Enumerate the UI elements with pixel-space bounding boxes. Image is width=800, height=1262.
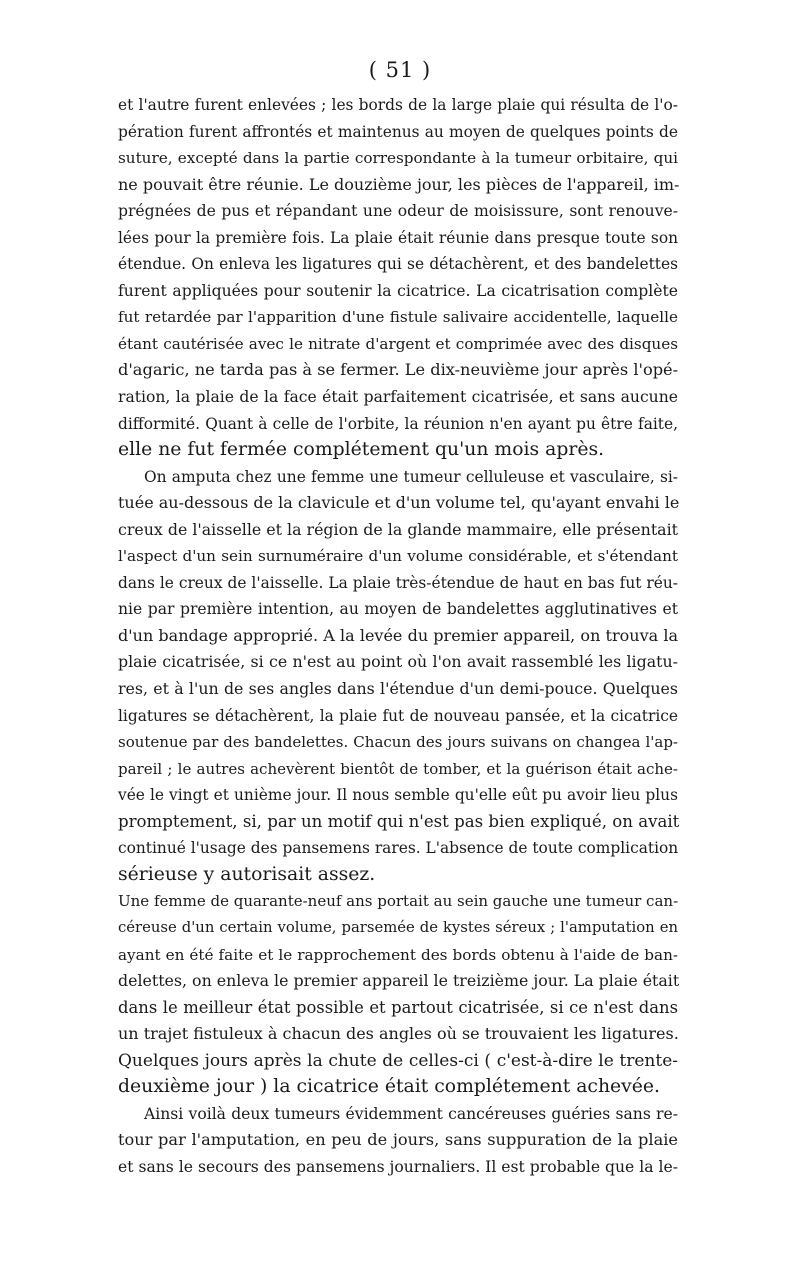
text-line: sérieuse y autorisait assez.: [118, 863, 376, 885]
text-line: fut retardée par l'apparition d'une fistule salivaire accidentelle, laquelle: [118, 308, 678, 327]
text-line: et l'autre furent enlevées ; les bords de la large plaie qui résulta de l'o-: [118, 96, 678, 114]
text-line: ayant en été faite et le rapprochement des bords obtenu à l'aide de ban-: [118, 945, 678, 964]
text-line: pareil ; le autres achevèrent bientôt de tomber, et la guérison était ache-: [118, 759, 678, 778]
text-line: ration, la plaie de la face était parfaitement cicatrisée, et sans aucune: [118, 388, 678, 407]
text-line: et sans le secours des pansemens journaliers. Il est probable que la le-: [118, 1157, 678, 1176]
text-line: creux de l'aisselle et la région de la glande mammaire, elle présentait: [118, 519, 678, 539]
text-line: Quelques jours après la chute de celles-ci ( c'est-à-dire le trente-: [118, 1050, 678, 1071]
text-line: prégnées de pus et répandant une odeur de moisissure, sont renouve-: [118, 202, 678, 221]
text-line: tour par l'amputation, en peu de jours, sans suppuration de la plaie: [118, 1130, 678, 1150]
text-line: plaie cicatrisée, si ce n'est au point où l'on avait rassemblé les ligatu-: [118, 652, 678, 672]
paragraph: [118, 1101, 678, 1181]
text-line: elle ne fut fermée complétement qu'un mois après.: [118, 439, 605, 461]
text-line: delettes, on enleva le premier appareil le treizième jour. La plaie était: [118, 971, 680, 991]
body-text: [118, 92, 678, 1180]
text-line: promptement, si, par un motif qui n'est pas bien expliqué, on avait: [118, 811, 680, 831]
text-line: l'aspect d'un sein surnuméraire d'un volume considérable, et s'étendant: [118, 547, 678, 566]
text-line: ne pouvait être réunie. Le douzième jour, les pièces de l'appareil, im-: [118, 174, 680, 194]
text-line: lées pour la première fois. La plaie était réunie dans presque toute son: [118, 228, 678, 247]
text-line: étendue. On enleva les ligatures qui se détachèrent, et des bandelettes: [118, 255, 678, 274]
paragraph: [118, 888, 678, 1100]
text-line: res, et à l'un de ses angles dans l'étendue d'un demi-pouce. Quelques: [118, 679, 678, 699]
text-line: vée le vingt et unième jour. Il nous semble qu'elle eût pu avoir lieu plus: [118, 786, 678, 805]
text-line: d'agaric, ne tarda pas à se fermer. Le dix-neuvième jour après l'opé-: [118, 360, 679, 380]
text-line: pération furent affrontés et maintenus au moyen de quelques points de: [118, 122, 678, 141]
text-line: continué l'usage des pansemens rares. L'absence de toute complication: [118, 839, 679, 858]
paragraph: [118, 92, 678, 464]
text-line: soutenue par des bandelettes. Chacun des jours suivans on changea l'ap-: [118, 733, 678, 752]
paragraph: [118, 464, 678, 889]
text-line: Ainsi voilà deux tumeurs évidemment cancéreuses guéries sans re-: [144, 1104, 678, 1123]
text-line: suture, excepté dans la partie correspondante à la tumeur orbitaire, qui: [118, 149, 678, 168]
text-line: dans le meilleur état possible et partout cicatrisée, si ce n'est dans: [118, 997, 678, 1017]
text-line: On amputa chez une femme une tumeur celluleuse et vasculaire, si-: [144, 467, 678, 486]
text-line: d'un bandage approprié. A la levée du premier appareil, on trouva la: [118, 625, 678, 645]
text-line: ligatures se détachèrent, la plaie fut de nouveau pansée, et la cicatrice: [118, 706, 678, 725]
text-line: difformité. Quant à celle de l'orbite, la réunion n'en ayant pu être faite,: [118, 414, 678, 433]
page-number: ( 51 ): [368, 58, 432, 82]
text-line: Une femme de quarante-neuf ans portait au sein gauche une tumeur can-: [118, 892, 679, 911]
text-line: nie par première intention, au moyen de bandelettes agglutinatives et: [118, 600, 678, 619]
text-line: tuée au-dessous de la clavicule et d'un volume tel, qu'ayant envahi le: [118, 493, 680, 513]
text-line: un trajet fistuleux à chacun des angles où se trouvaient les ligatures.: [118, 1024, 679, 1044]
text-line: céreuse d'un certain volume, parsemée de kystes séreux ; l'amputation en: [118, 918, 678, 936]
text-line: étant cautérisée avec le nitrate d'argent et comprimée avec des disques: [118, 334, 678, 353]
text-line: furent appliquées pour soutenir la cicatrice. La cicatrisation complète: [118, 281, 678, 300]
text-line: dans le creux de l'aisselle. La plaie très-étendue de haut en bas fut réu-: [118, 573, 678, 592]
text-line: deuxième jour ) la cicatrice était complétement achevée.: [118, 1076, 660, 1098]
